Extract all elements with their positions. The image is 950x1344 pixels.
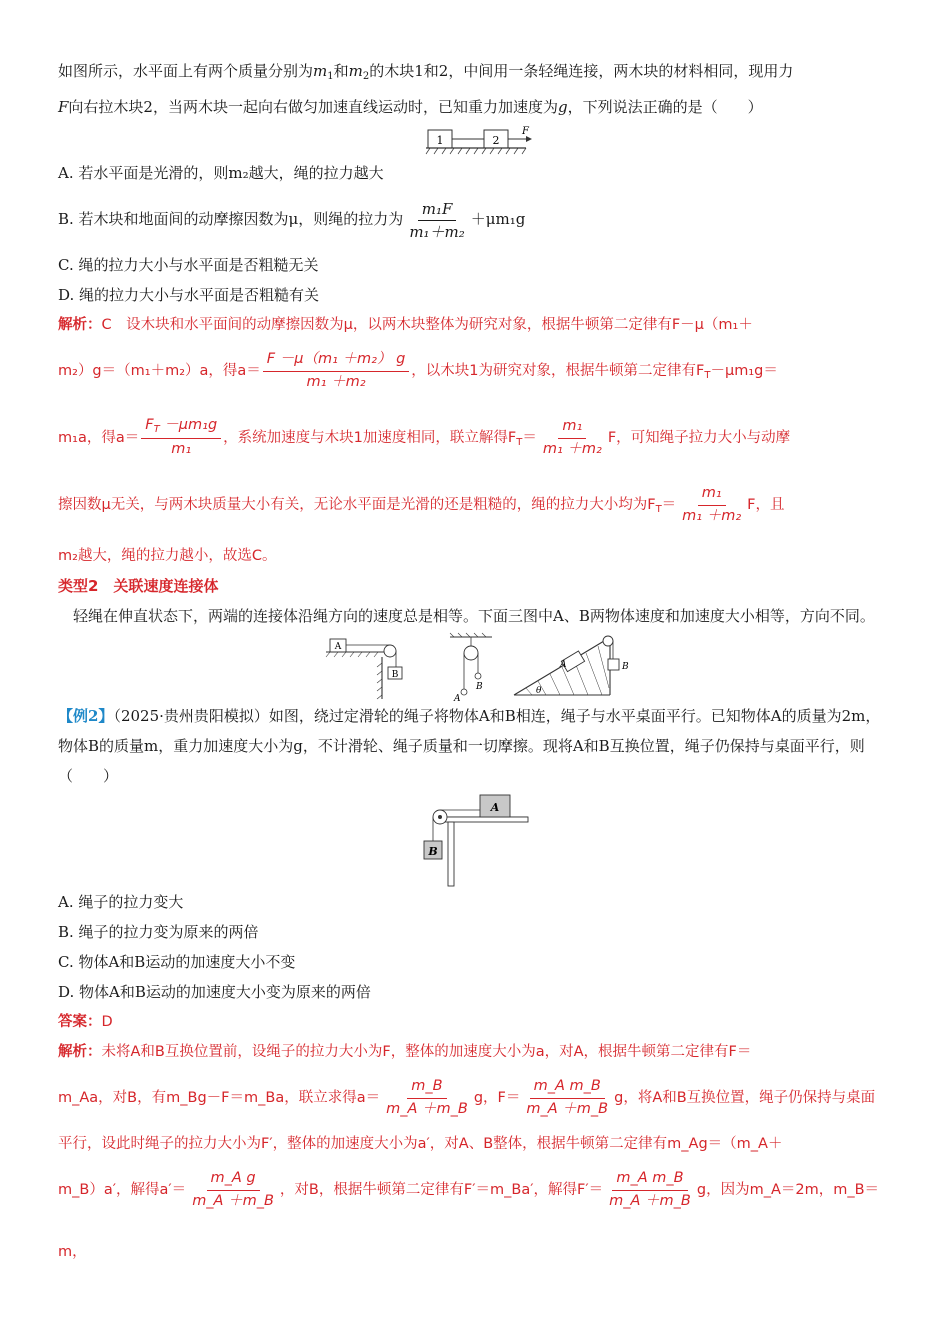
solution-line: g，F＝ bbox=[473, 1090, 521, 1106]
q1-stem-part: 和 bbox=[333, 62, 349, 80]
solution-line: m₁a，得a＝ bbox=[58, 430, 140, 446]
q1-stem-part: ，下列说法正确的是（ ） bbox=[567, 98, 763, 116]
solution-label: 解析： bbox=[58, 317, 102, 333]
q1-stem-part: 如图所示，水平面上有两个质量分别为 bbox=[58, 62, 314, 80]
force-label: F bbox=[522, 126, 529, 137]
q1-solution bbox=[58, 310, 890, 571]
q2-option-a: A. 绳子的拉力变大 bbox=[58, 893, 184, 911]
document-page bbox=[58, 56, 890, 1283]
q1-var-m2: m bbox=[348, 62, 363, 80]
equals: ＝ bbox=[661, 497, 677, 513]
answer-label: 答案： bbox=[58, 1014, 102, 1030]
fraction bbox=[405, 200, 468, 241]
section-intro: 轻绳在伸直状态下，两端的连接体沿绳方向的速度总是相等。下面三图中A、B两物体速度和加速度大小相等，方向不同。 bbox=[73, 607, 875, 625]
q1-option-d: D. 绳的拉力大小与水平面是否粗糙有关 bbox=[58, 286, 320, 304]
equals: ＝ bbox=[522, 430, 537, 446]
q2-solution bbox=[58, 1007, 890, 1283]
solution-line: m₂）g＝（m₁＋m₂）a，得a＝ bbox=[58, 363, 261, 379]
diagram3-label-a: A bbox=[560, 660, 567, 670]
q1-stem-part: 的木块1和2，中间用一条轻绳连接，两木块的材料相同，现用力 bbox=[369, 62, 794, 80]
q1-var-F: F bbox=[58, 98, 69, 116]
fraction bbox=[188, 1170, 278, 1210]
diagram1-label-a: A bbox=[334, 642, 342, 652]
fraction-denominator: m₁＋m₂ bbox=[409, 222, 465, 241]
fraction-numerator-rest: －μm₁g bbox=[159, 417, 218, 434]
fraction bbox=[263, 351, 409, 391]
q2-stem-text: （2025·贵州贵阳模拟）如图，绕过定滑轮的绳子将物体A和B相连，绳子与水平桌面平行。已知物体A的质量为2m，物体B的质量m，重力加速度大小为g，不计滑轮、绳子质量和一切摩擦。现将A和B互换位置，绳子仍保持与桌面平行，则（ ） bbox=[58, 707, 881, 785]
fraction bbox=[678, 485, 745, 525]
solution-line: 擦因数μ无关，与两木块质量大小有关，无论水平面是光滑的还是粗糙的，绳的拉力大小均为F bbox=[58, 497, 656, 513]
fraction-denominator: m_A ＋m_B bbox=[386, 1100, 468, 1117]
solution-line: －μm₁g＝ bbox=[710, 363, 778, 379]
fraction-numerator: m₁F bbox=[418, 200, 457, 221]
fraction-numerator: m₁ bbox=[558, 418, 586, 438]
solution-line: m₂越大，绳的拉力越小，故选C。 bbox=[58, 548, 277, 564]
solution-line: ，对B，根据牛顿第二定律有F′＝m_Ba′，解得F′＝ bbox=[279, 1182, 604, 1198]
fraction-numerator: m_B bbox=[407, 1078, 446, 1098]
q2-option-b: B. 绳子的拉力变为原来的两倍 bbox=[58, 923, 259, 941]
q2-stem bbox=[58, 701, 890, 791]
solution-line: F，且 bbox=[747, 497, 785, 513]
q2-option-c: C. 物体A和B运动的加速度大小不变 bbox=[58, 953, 296, 971]
diagram3-label-theta: θ bbox=[536, 686, 542, 696]
diagram2-label-b: B bbox=[476, 682, 483, 692]
q1-sub: 2 bbox=[362, 71, 370, 82]
fraction bbox=[605, 1170, 695, 1210]
fraction bbox=[522, 1078, 612, 1118]
subscript: T bbox=[655, 504, 662, 515]
q1-sub: 1 bbox=[327, 71, 334, 82]
q1-option-b-tail: ＋μm₁g bbox=[470, 210, 526, 228]
q1-stem-part: 向右拉木块2，当两木块一起向右做匀加速直线运动时，已知重力加速度为 bbox=[68, 98, 558, 116]
solution-line: g，将A和B互换位置，绳子仍保持与桌面 bbox=[614, 1090, 876, 1106]
solution-line: g，因为m_A＝2m，m_B＝m， bbox=[58, 1182, 880, 1260]
type2-figures bbox=[58, 631, 890, 701]
fraction-denominator: m₁ ＋m₂ bbox=[682, 507, 742, 524]
q2-figure bbox=[58, 791, 890, 887]
subscript: T bbox=[516, 437, 523, 448]
fraction-numerator: F bbox=[145, 417, 154, 434]
solution-line: m_B）a′，解得a′＝ bbox=[58, 1182, 187, 1198]
q1-option-c: C. 绳的拉力大小与水平面是否粗糙无关 bbox=[58, 256, 319, 274]
diagram-table-pulley bbox=[326, 639, 402, 699]
fraction-denominator: m₁ ＋m₂ bbox=[306, 373, 366, 390]
answer-value: D bbox=[101, 1014, 113, 1030]
q2-option-d: D. 物体A和B运动的加速度大小变为原来的两倍 bbox=[58, 983, 371, 1001]
fraction bbox=[539, 418, 606, 458]
q1-option-b bbox=[58, 188, 890, 250]
q1-option-a: A. 若水平面是光滑的，则m₂越大，绳的拉力越大 bbox=[58, 164, 384, 182]
solution-line: 平行，设此时绳子的拉力大小为F′，整体的加速度大小为a′，对A、B整体，根据牛顿第二定律有m_Ag＝（m_A＋ bbox=[58, 1136, 783, 1152]
fraction-numerator: m₁ bbox=[698, 485, 726, 505]
block-a-label: A bbox=[490, 801, 500, 814]
subscript: T bbox=[704, 370, 711, 381]
q1-var-g: g bbox=[557, 98, 568, 116]
solution-line: ，以木块1为研究对象，根据牛顿第二定律有F bbox=[411, 363, 705, 379]
diagram-incline-pulley bbox=[514, 636, 629, 696]
fraction-denominator: m₁ bbox=[171, 441, 192, 458]
diagram3-label-b: B bbox=[622, 662, 629, 672]
q1-figure bbox=[58, 122, 890, 158]
block-2-label: 2 bbox=[492, 134, 500, 147]
diagram1-label-b: B bbox=[391, 670, 399, 680]
fraction-numerator: m_A m_B bbox=[612, 1170, 687, 1190]
q1-var-m1: m bbox=[313, 62, 328, 80]
example-tag: 【例2】 bbox=[58, 707, 114, 725]
diagram2-label-a: A bbox=[454, 694, 461, 701]
fraction-denominator: m₁ ＋m₂ bbox=[542, 440, 602, 457]
block-1-label: 1 bbox=[436, 134, 444, 147]
solution-line: ，系统加速度与木块1加速度相同，联立解得F bbox=[223, 430, 517, 446]
fraction-numerator: m_A m_B bbox=[530, 1078, 605, 1098]
diagram-hanging-pulley bbox=[450, 633, 492, 701]
solution-line: 未将A和B互换位置前，设绳子的拉力大小为F，整体的加速度大小为a，对A，根据牛顿第二定律有F＝ bbox=[101, 1044, 752, 1060]
subscript: T bbox=[153, 424, 160, 436]
solution-label: 解析： bbox=[58, 1044, 102, 1060]
block-b-label: B bbox=[428, 845, 438, 858]
q1-stem bbox=[58, 56, 890, 122]
q1-option-b-text: B. 若木块和地面间的动摩擦因数为μ，则绳的拉力为 bbox=[58, 210, 404, 228]
solution-line: m_Aa，对B，有m_Bg－F＝m_Ba，联立求得a＝ bbox=[58, 1090, 381, 1106]
solution-line: F，可知绳子拉力大小与动摩 bbox=[607, 430, 791, 446]
fraction bbox=[382, 1078, 472, 1118]
fraction-denominator: m_A ＋m_B bbox=[192, 1192, 274, 1209]
fraction bbox=[141, 417, 221, 458]
section-heading: 类型2 关联速度连接体 bbox=[58, 577, 219, 595]
solution-line: C 设木块和水平面间的动摩擦因数为μ，以两木块整体为研究对象，根据牛顿第二定律有F－μ（m₁＋ bbox=[101, 317, 753, 333]
fraction-numerator: m_A g bbox=[207, 1170, 260, 1190]
fraction-numerator: F －μ（m₁ ＋m₂） g bbox=[263, 351, 409, 371]
fraction-denominator: m_A ＋m_B bbox=[526, 1100, 609, 1117]
fraction-denominator: m_A ＋m_B bbox=[609, 1192, 691, 1209]
